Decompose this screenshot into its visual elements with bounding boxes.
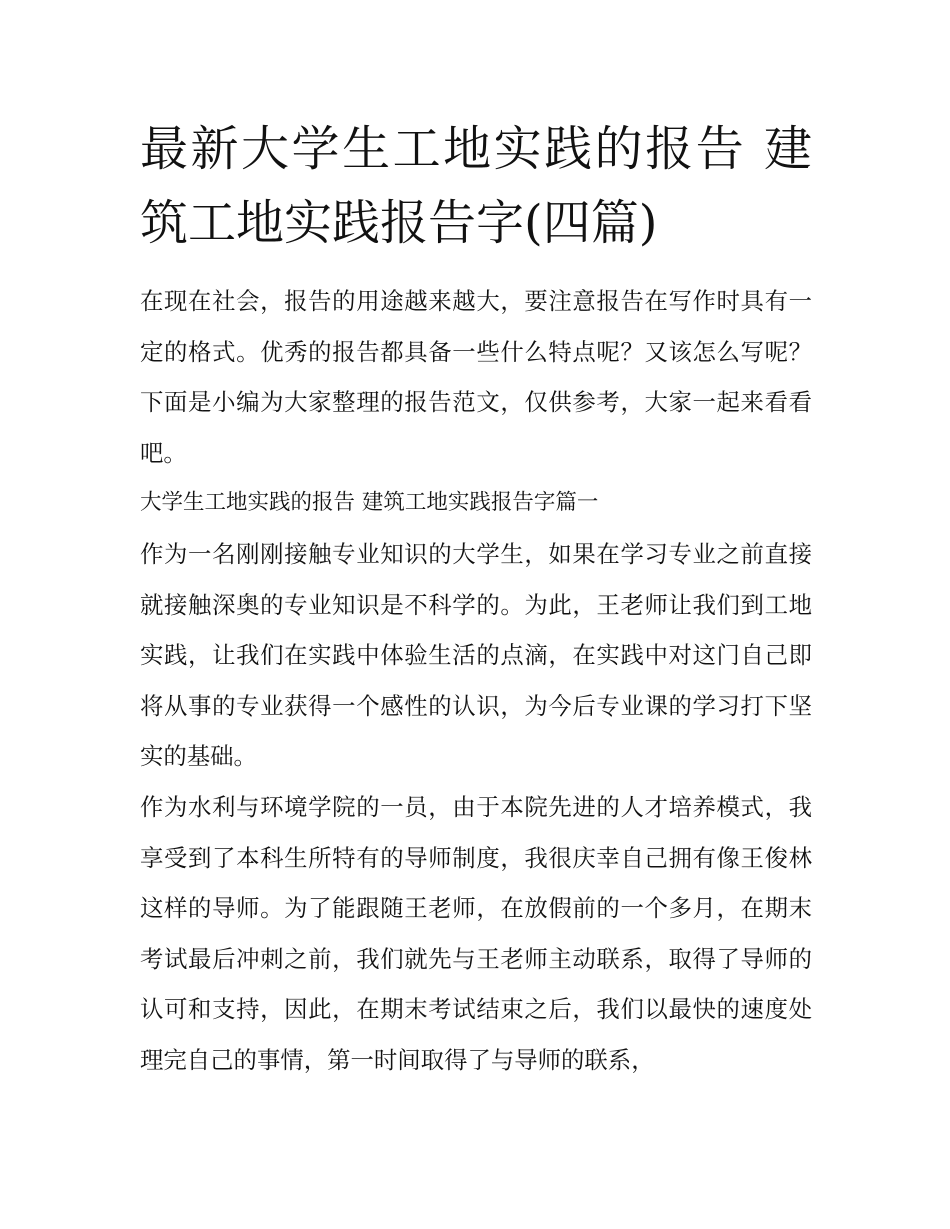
body-paragraph-1: 作为一名刚刚接触专业知识的大学生，如果在学习专业之前直接就接触深奥的专业知识是不科学的。为此，王老师让我们到工地实践，让我们在实践中体验生活的点滴，在实践中对这门自己即将从事的专业获得一个感性的认识，为今后专业课的学习打下坚实的基础。 [140,539,812,771]
intro-paragraph: 在现在社会，报告的用途越来越大，要注意报告在写作时具有一定的格式。优秀的报告都具备一些什么特点呢？又该怎么写呢？下面是小编为大家整理的报告范文，仅供参考，大家一起来看看吧。 [140,287,812,467]
document-title: 最新大学生工地实践的报告 建筑工地实践报告字(四篇) [140,121,812,251]
document-body [140,112,812,1086]
section-heading: 大学生工地实践的报告 建筑工地实践报告字篇一 [140,490,599,516]
body-paragraph-2: 作为水利与环境学院的一员，由于本院先进的人才培养模式，我享受到了本科生所特有的导师制度，我很庆幸自己拥有像王俊林这样的导师。为了能跟随王老师，在放假前的一个多月，在期末考试最后冲刺之前，我们就先与王老师主动联系，取得了导师的认可和支持，因此，在期末考试结束之后，我们以最快的速度处理完自己的事情，第一时间取得了与导师的联系， [140,792,812,1074]
